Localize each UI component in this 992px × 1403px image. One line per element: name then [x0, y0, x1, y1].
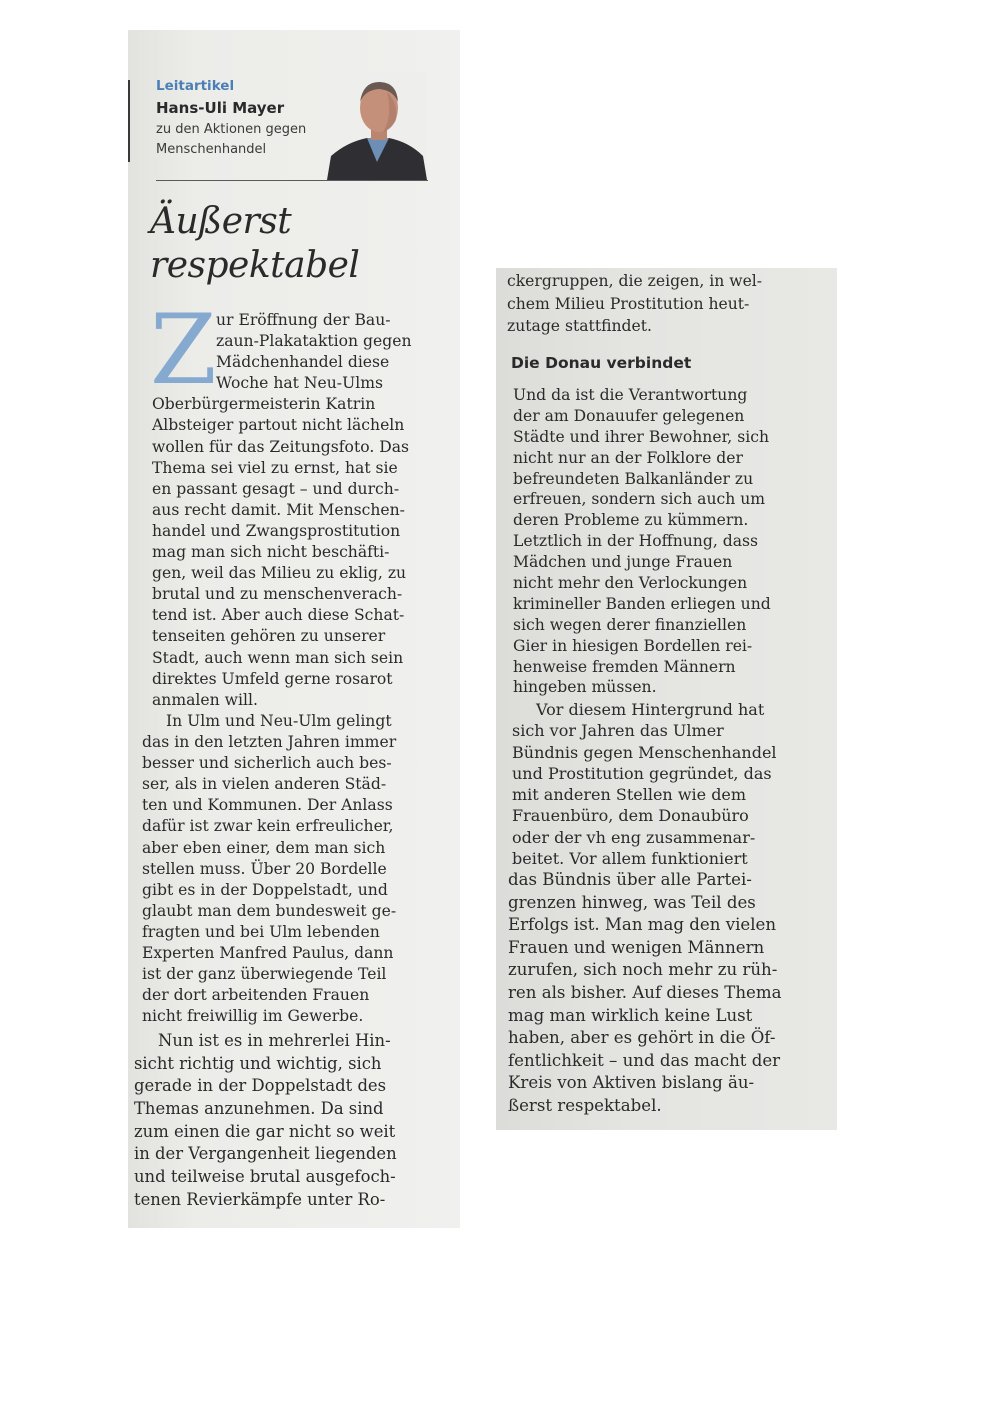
body-line: henweise fremden Männern [513, 657, 736, 676]
body-line: erfreuen, sondern sich auch um [513, 490, 766, 509]
body-line: ren als bisher. Auf dieses Thema [508, 982, 782, 1002]
body-line: gerade in der Doppelstadt des [134, 1076, 387, 1096]
column1-paragraph2 [142, 711, 396, 1027]
body-line: haben, aber es gehört in die Öf- [508, 1028, 776, 1048]
body-line: tenen Revierkämpfe unter Ro- [134, 1189, 386, 1209]
headline [150, 200, 450, 288]
body-line: ser, als in vielen anderen Städ- [142, 775, 387, 794]
body-line: zurufen, sich noch mehr zu rüh- [508, 960, 778, 980]
body-line: deren Probleme zu kümmern. [513, 511, 749, 530]
body-line: und Prostitution gegründet, das [512, 763, 772, 783]
body-line: Albsteiger partout nicht lächeln [152, 416, 405, 435]
body-line: Gier in hiesigen Bordellen rei- [513, 636, 753, 655]
body-line: in der Vergangenheit liegenden [134, 1144, 397, 1164]
body-line: Städte und ihrer Bewohner, sich [513, 427, 769, 446]
body-line: mit anderen Stellen wie dem [512, 785, 747, 805]
body-line: zum einen die gar nicht so weit [134, 1121, 396, 1141]
body-line: grenzen hinweg, was Teil des [508, 892, 756, 912]
body-line: befreundeten Balkanländer zu [513, 469, 754, 488]
body-line: Stadt, auch wenn man sich sein [152, 648, 404, 667]
author-photo [327, 72, 427, 180]
body-line: sich vor Jahren das Ulmer [512, 721, 724, 741]
kicker-label: Leitartikel [156, 78, 235, 94]
body-line: glaubt man dem bundesweit ge- [142, 901, 397, 920]
column2-continuation [507, 270, 762, 338]
body-line: dafür ist zwar kein erfreulicher, [142, 817, 394, 836]
body-line: gen, weil das Milieu zu eklig, zu [152, 564, 407, 583]
body-line: krimineller Banden erliegen und [513, 594, 771, 613]
body-line: zaun-Plakataktion gegen [216, 332, 412, 351]
body-line: beitet. Vor allem funktioniert [512, 849, 748, 869]
body-line: Kreis von Aktiven bislang äu- [508, 1073, 755, 1093]
body-line: en passant gesagt – und durch- [152, 479, 400, 498]
topic-line: Menschenhandel [156, 142, 267, 157]
body-line: stellen muss. Über 20 Bordelle [142, 859, 387, 878]
body-line: aus recht damit. Mit Menschen- [152, 500, 405, 519]
body-line: Thema sei viel zu ernst, hat sie [152, 458, 398, 477]
body-line: wollen für das Zeitungsfoto. Das [152, 437, 410, 456]
body-line: fragten und bei Ulm lebenden [142, 922, 380, 941]
body-line: Woche hat Neu-Ulms [216, 374, 383, 393]
body-line: das in den letzten Jahren immer [142, 733, 397, 752]
body-line: anmalen will. [152, 690, 258, 709]
body-line: Nun ist es in mehrerlei Hin- [158, 1031, 391, 1050]
body-line: der am Donauufer gelegenen [513, 406, 745, 425]
column1-paragraph3 [134, 1030, 397, 1212]
body-line: fentlichkeit – und das macht der [508, 1050, 781, 1070]
body-line: hingeben müssen. [513, 678, 657, 697]
body-line: nicht nur an der Folklore der [513, 448, 743, 467]
column2-paragraph2-cont [508, 869, 781, 1118]
body-line: der dort arbeitenden Frauen [142, 986, 370, 1005]
article-topic [156, 120, 346, 160]
body-line: mag man sich nicht beschäfti- [152, 543, 390, 562]
body-line: sicht richtig und wichtig, sich [134, 1053, 382, 1073]
body-line: tend ist. Aber auch diese Schat- [152, 606, 405, 625]
body-line: ist der ganz überwiegende Teil [142, 965, 387, 984]
body-line: ßerst respektabel. [508, 1095, 662, 1115]
headline-line: Äußerst [150, 201, 292, 242]
body-line: In Ulm und Neu-Ulm gelingt [166, 712, 392, 730]
body-line: und teilweise brutal ausgefoch- [134, 1167, 396, 1187]
body-line: ten und Kommunen. Der Anlass [142, 796, 393, 815]
column1-dropcap-block [216, 310, 412, 394]
column2-paragraph1 [513, 385, 771, 698]
body-line: besser und sicherlich auch bes- [142, 754, 392, 773]
body-line: Mädchen und junge Frauen [513, 553, 733, 572]
body-line: Frauen und wenigen Männern [508, 937, 765, 957]
body-line: direktes Umfeld gerne rosarot [152, 669, 393, 688]
body-line: Vor diesem Hintergrund hat [536, 700, 765, 719]
column1-paragraph1 [152, 394, 409, 710]
body-line: Und da ist die Verantwortung [513, 386, 748, 404]
column2-paragraph2 [512, 699, 777, 869]
body-line: tenseiten gehören zu unserer [152, 627, 386, 646]
author-name: Hans-Uli Mayer [156, 99, 285, 117]
body-line: mag man wirklich keine Lust [508, 1005, 753, 1025]
body-line: Bündnis gegen Menschenhandel [512, 742, 777, 762]
body-line: chem Milieu Prostitution heut- [507, 294, 750, 313]
body-line: Experten Manfred Paulus, dann [142, 944, 394, 963]
section-subheading: Die Donau verbindet [511, 354, 692, 372]
body-line: brutal und zu menschenverach- [152, 585, 403, 604]
body-line: gibt es in der Doppelstadt, und [142, 880, 388, 899]
body-line: oder der vh eng zusammenar- [512, 827, 756, 847]
body-line: nicht mehr den Verlockungen [513, 574, 748, 593]
body-line: ckergruppen, die zeigen, in wel- [507, 272, 763, 290]
topic-line: zu den Aktionen gegen [156, 122, 307, 137]
body-line: nicht freiwillig im Gewerbe. [142, 1007, 364, 1026]
drop-cap: Z [150, 294, 217, 406]
body-line: ur Eröffnung der Bau- [216, 311, 391, 329]
headline-line: respektabel [150, 245, 360, 286]
body-line: Frauenbüro, dem Donaubüro [512, 806, 749, 826]
header-divider [156, 180, 428, 181]
body-line: Themas anzunehmen. Da sind [134, 1099, 384, 1119]
body-line: sich wegen derer finanziellen [513, 615, 747, 634]
body-line: handel und Zwangsprostitution [152, 521, 401, 540]
body-line: Mädchenhandel diese [216, 353, 390, 372]
body-line: Oberbürgermeisterin Katrin [152, 395, 376, 414]
body-line: Erfolgs ist. Man mag den vielen [508, 915, 777, 935]
body-line: Letztlich in der Hoffnung, dass [513, 532, 759, 551]
column-accent-bar [128, 80, 130, 162]
body-line: das Bündnis über alle Partei- [508, 870, 752, 889]
body-line: zutage stattfindet. [507, 317, 652, 335]
body-line: aber eben einer, dem man sich [142, 838, 386, 857]
